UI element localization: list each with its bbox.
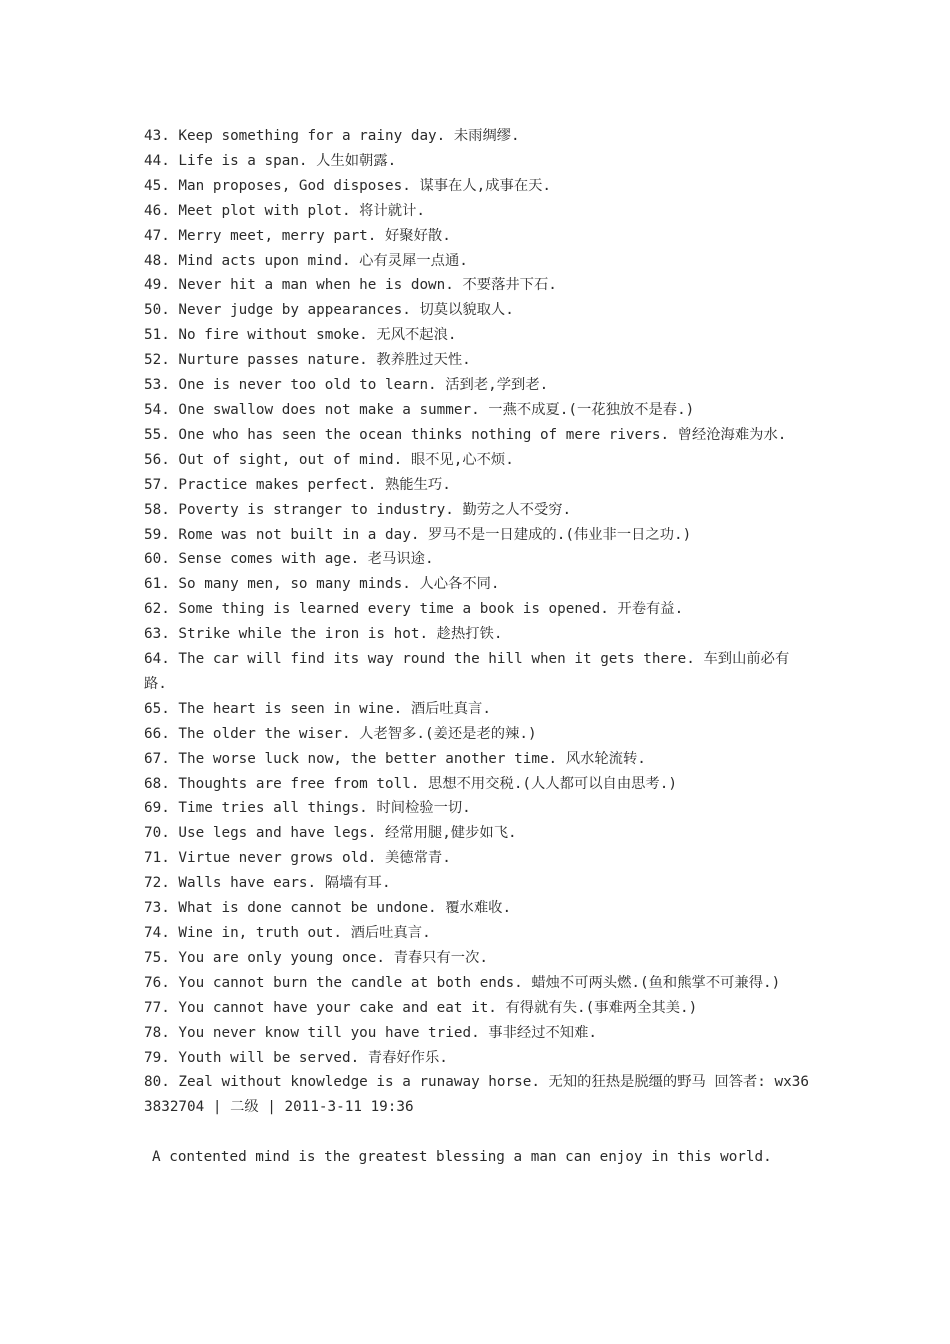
proverb-line: 70. Use legs and have legs. 经常用腿,健步如飞. [144, 825, 517, 842]
proverb-line: 65. The heart is seen in wine. 酒后吐真言. [144, 700, 491, 717]
proverb-line: 79. Youth will be served. 青春好作乐. [144, 1049, 448, 1066]
proverb-line: 60. Sense comes with age. 老马识途. [144, 551, 434, 568]
proverb-line: 45. Man proposes, God disposes. 谋事在人,成事在天. [144, 177, 552, 194]
proverb-line: 74. Wine in, truth out. 酒后吐真言. [144, 925, 431, 941]
proverb-line: 68. Thoughts are free from toll. 思想不用交税.(人人都可以自由思考.) [144, 775, 677, 792]
proverb-line: 75. You are only young once. 青春只有一次. [144, 949, 489, 966]
proverb-line: 63. Strike while the iron is hot. 趁热打铁. [144, 626, 503, 643]
proverb-line: 46. Meet plot with plot. 将计就计. [144, 202, 425, 219]
proverb-line: 55. One who has seen the ocean thinks nothing of mere rivers. 曾经沧海难为水. [144, 426, 787, 443]
proverb-line: 54. One swallow does not make a summer. 一燕不成夏.(一花独放不是春.) [144, 401, 695, 418]
proverb-line: 76. You cannot burn the candle at both ends. 蜡烛不可两头燃.(鱼和熊掌不可兼得.) [144, 974, 781, 991]
paragraph-gap [144, 1120, 812, 1145]
proverb-line-with-answer-meta: 80. Zeal without knowledge is a runaway horse. 无知的狂热是脱缰的野马 回答者: wx363832704 | 二级 | 2011-3-11 19:36 [144, 1074, 809, 1116]
proverb-line: 43. Keep something for a rainy day. 未雨绸缪. [144, 128, 520, 144]
proverb-line: 77. You cannot have your cake and eat it. 有得就有失.(事难两全其美.) [144, 999, 698, 1016]
proverb-list [144, 124, 812, 1170]
proverb-line: 48. Mind acts upon mind. 心有灵犀一点通. [144, 252, 468, 269]
proverb-line: 47. Merry meet, merry part. 好聚好散. [144, 227, 451, 244]
proverb-line: 52. Nurture passes nature. 教养胜过天性. [144, 352, 471, 369]
proverb-line: 58. Poverty is stranger to industry. 勤劳之人不受穷. [144, 501, 572, 518]
proverb-line: 49. Never hit a man when he is down. 不要落井下石. [144, 277, 557, 294]
proverb-line: 53. One is never too old to learn. 活到老,学到老. [144, 377, 549, 394]
proverb-line: 51. No fire without smoke. 无风不起浪. [144, 327, 457, 344]
proverb-line: 44. Life is a span. 人生如朝露. [144, 152, 397, 169]
proverb-line: 71. Virtue never grows old. 美德常青. [144, 850, 451, 867]
proverb-line: 73. What is done cannot be undone. 覆水难收. [144, 900, 512, 917]
proverb-line: 78. You never know till you have tried. 事非经过不知难. [144, 1024, 597, 1041]
proverb-line: 66. The older the wiser. 人老智多.(姜还是老的辣.) [144, 725, 537, 742]
proverb-line: 61. So many men, so many minds. 人心各不同. [144, 576, 500, 593]
proverb-line: 50. Never judge by appearances. 切莫以貌取人. [144, 302, 514, 319]
proverb-line: 56. Out of sight, out of mind. 眼不见,心不烦. [144, 451, 514, 468]
proverb-line: 67. The worse luck now, the better another time. 风水轮流转. [144, 750, 646, 767]
proverb-line: 59. Rome was not built in a day. 罗马不是一日建成的.(伟业非一日之功.) [144, 526, 692, 543]
proverb-line: 69. Time tries all things. 时间检验一切. [144, 800, 471, 817]
proverb-line: 62. Some thing is learned every time a book is opened. 开卷有益. [144, 601, 684, 618]
closing-sentence: A contented mind is the greatest blessing a man can enjoy in this world. [152, 1149, 772, 1166]
proverb-line: 64. The car will find its way round the hill when it gets there. 车到山前必有路. [144, 651, 790, 692]
proverb-line: 57. Practice makes perfect. 熟能生巧. [144, 476, 451, 493]
proverb-line: 72. Walls have ears. 隔墙有耳. [144, 875, 391, 892]
